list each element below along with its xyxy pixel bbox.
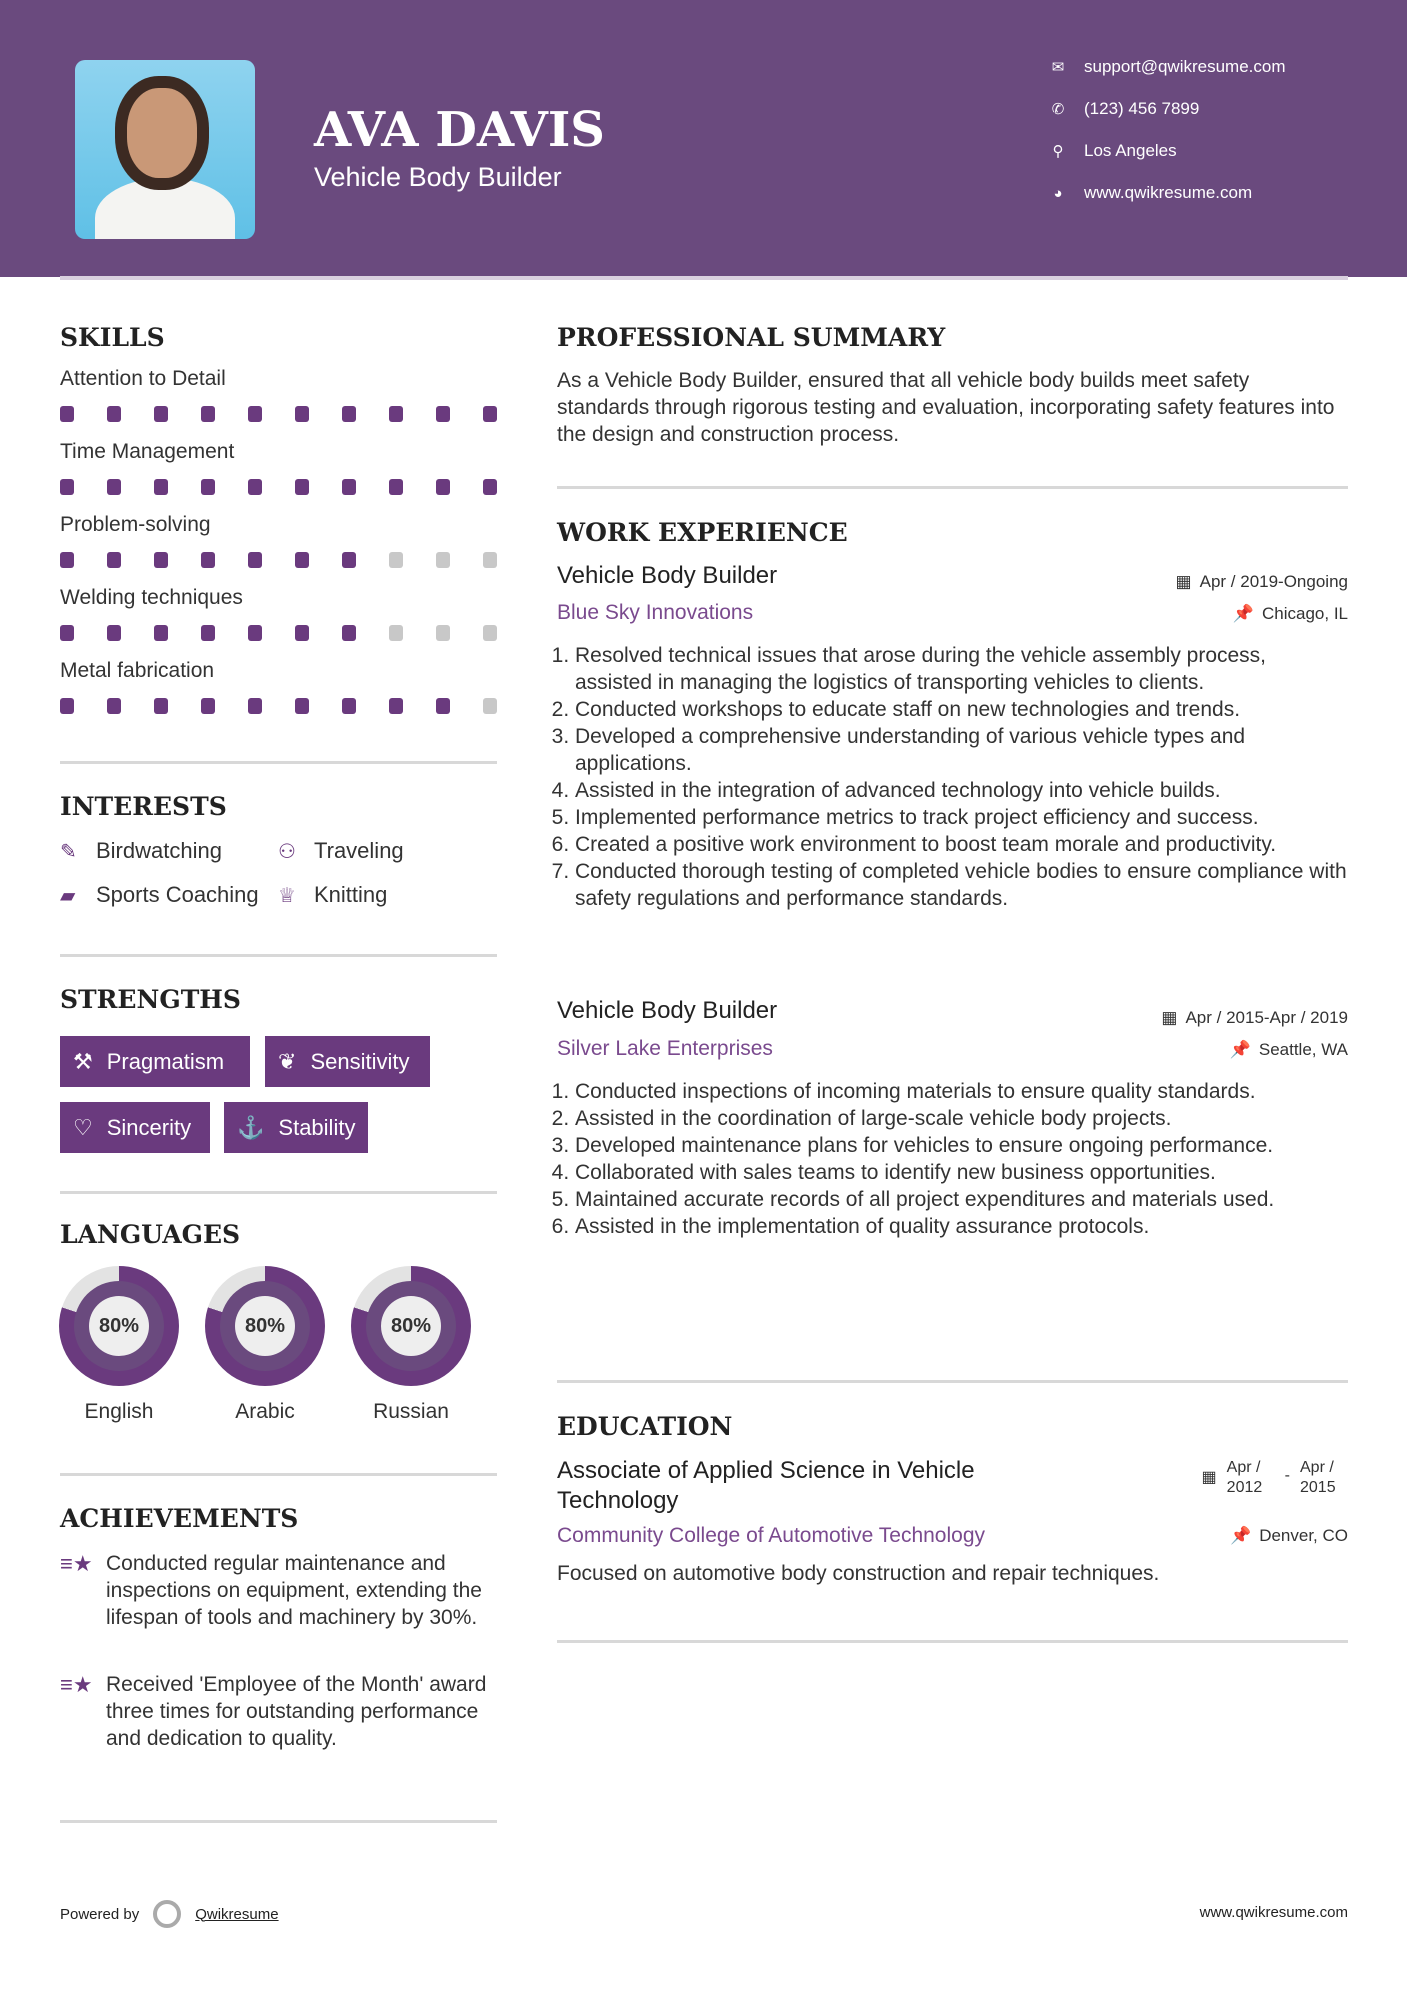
job-bullet: 6. Assisted in the implementation of quality assurance protocols. [575, 1213, 1347, 1240]
candidate-title: Vehicle Body Builder [314, 162, 562, 192]
calendar-icon: ▦ [1161, 1008, 1178, 1027]
school-name: Community College of Automotive Technology [557, 1524, 986, 1547]
rating-dot [436, 552, 450, 568]
strength-label: Sensitivity [310, 1048, 410, 1074]
rating-dot [248, 625, 262, 641]
rating-dot [201, 479, 215, 495]
job-bullet: 3. Developed a comprehensive understanding of various vehicle types and applications. [575, 723, 1347, 777]
rating-dot [342, 625, 356, 641]
job-bullet: 3. Developed maintenance plans for vehicles to ensure ongoing performance. [575, 1132, 1347, 1159]
rating-dot [295, 625, 309, 641]
strength-badge [60, 1102, 210, 1153]
rating-dot [389, 406, 403, 422]
achievement-text: Received 'Employee of the Month' award three times for outstanding performance and dedication to quality. [106, 1673, 487, 1750]
divider [60, 1473, 497, 1476]
interest-label: Birdwatching [96, 838, 222, 863]
rating-dot [60, 625, 74, 641]
rating-dot [295, 406, 309, 422]
rating-dot [342, 698, 356, 714]
calendar-icon: ▦ [1201, 1469, 1217, 1486]
rating-dot [389, 625, 403, 641]
rating-dot [248, 479, 262, 495]
email-text: support@qwikresume.com [1084, 57, 1286, 76]
strength-badge [265, 1036, 430, 1087]
envelope-icon: ✉ [1051, 59, 1065, 76]
location-text: Chicago, IL [1262, 604, 1348, 623]
company-name: Blue Sky Innovations [557, 601, 754, 624]
rating-dot [342, 552, 356, 568]
strengths-heading: STRENGTHS [60, 985, 241, 1014]
binoculars-icon: ⚇ [278, 840, 296, 863]
rating-dot [483, 479, 497, 495]
interest-item [60, 882, 259, 908]
job-bullet: 2. Assisted in the coordination of large-scale vehicle body projects. [575, 1105, 1347, 1132]
summary-text: As a Vehicle Body Builder, ensured that all vehicle body builds meet safety standards through rigorous testing and evaluation, incorporating safety features into the design and construction process. [557, 369, 1335, 446]
job-location [1230, 1040, 1348, 1060]
achievement-text: Conducted regular maintenance and inspections on equipment, extending the lifespan of tools and machinery by 30%. [106, 1552, 482, 1629]
map-pin-icon: ⚲ [1052, 143, 1064, 160]
rating-dot [248, 698, 262, 714]
language-percent: 80% [381, 1296, 441, 1356]
job-bullet: 6. Created a positive work environment to boost team morale and productivity. [575, 831, 1347, 858]
rating-dot [389, 479, 403, 495]
divider [557, 486, 1348, 489]
job-bullet: 1. Resolved technical issues that arose during the vehicle assembly process, assisted in managing the logistics of transporting vehicles to clients. [575, 642, 1347, 696]
language-percent: 80% [89, 1296, 149, 1356]
skill-rating [60, 406, 497, 422]
rating-dot [60, 552, 74, 568]
job-date [1161, 1008, 1348, 1028]
job-location [1233, 604, 1348, 624]
skill-label: Problem-solving [60, 513, 211, 536]
education-location [1230, 1526, 1348, 1546]
interest-item [60, 838, 222, 864]
phone-icon: ✆ [1051, 101, 1065, 118]
calendar-icon: ▦ [1175, 572, 1192, 591]
date-text: Apr / 2019-Ongoing [1199, 572, 1348, 591]
rating-dot [60, 406, 74, 422]
job-bullet: 2. Conducted workshops to educate staff on new technologies and trends. [575, 696, 1347, 723]
interest-label: Traveling [314, 838, 404, 863]
star-icon: ≡★ [60, 1551, 93, 1576]
powered-by-label: Powered by [60, 1905, 140, 1923]
location-text: Denver, CO [1259, 1526, 1348, 1545]
language-label: English [84, 1400, 154, 1423]
interest-label: Knitting [314, 882, 388, 907]
skill-rating [60, 698, 497, 714]
contact-email[interactable] [1050, 57, 1286, 77]
language-item [205, 1266, 325, 1424]
end-date: Apr / 2015 [1300, 1459, 1336, 1496]
rating-dot [483, 625, 497, 641]
job-bullet: 1. Conducted inspections of incoming materials to ensure quality standards. [575, 1078, 1347, 1105]
language-donut [59, 1266, 179, 1386]
rating-dot [201, 552, 215, 568]
rating-dot [107, 552, 121, 568]
rating-dot [201, 698, 215, 714]
language-item [351, 1266, 471, 1424]
rating-dot [107, 406, 121, 422]
summary-heading: PROFESSIONAL SUMMARY [557, 323, 946, 352]
briefcase-icon: ▰ [60, 884, 76, 907]
skills-heading: SKILLS [60, 323, 165, 352]
strength-label: Stability [278, 1114, 356, 1140]
rating-dot [295, 479, 309, 495]
footer-website[interactable]: www.qwikresume.com [1199, 1904, 1348, 1921]
strength-badge [224, 1102, 368, 1153]
globe-icon: ◕ [1053, 184, 1063, 202]
company-name: Silver Lake Enterprises [557, 1037, 773, 1060]
skill-label: Time Management [60, 440, 235, 463]
star-icon: ≡★ [60, 1672, 93, 1697]
skill-rating [60, 552, 497, 568]
heart-icon: ♡ [73, 1114, 93, 1140]
divider [60, 1820, 497, 1823]
divider [60, 954, 497, 957]
education-date: ▦ Apr / 2012 - Apr / 2015 [1202, 1458, 1348, 1498]
language-donut [205, 1266, 325, 1386]
achievements-heading: ACHIEVEMENTS [60, 1504, 299, 1533]
start-date: Apr / 2012 [1226, 1459, 1263, 1496]
rating-dot [248, 406, 262, 422]
contact-phone [1050, 99, 1199, 119]
skill-rating [60, 625, 497, 641]
rating-dot [295, 552, 309, 568]
rating-dot [201, 406, 215, 422]
profile-photo [75, 60, 255, 239]
job-bullet: 4. Collaborated with sales teams to identify new business opportunities. [575, 1159, 1347, 1186]
rating-dot [436, 625, 450, 641]
rating-dot [107, 625, 121, 641]
rating-dot [154, 625, 168, 641]
language-donut [351, 1266, 471, 1386]
languages-heading: LANGUAGES [60, 1220, 241, 1249]
divider [60, 1191, 497, 1194]
phone-text: (123) 456 7899 [1084, 99, 1200, 118]
pin-icon: 📌 [1232, 604, 1254, 623]
brand-link[interactable]: Qwikresume [195, 1905, 279, 1923]
rating-dot [436, 406, 450, 422]
rating-dot [389, 698, 403, 714]
rating-dot [483, 698, 497, 714]
skill-rating [60, 479, 497, 495]
trophy-icon: ♕ [278, 884, 296, 907]
gavel-icon: ⚒ [73, 1048, 93, 1074]
rating-dot [436, 479, 450, 495]
rating-dot [201, 625, 215, 641]
job-bullet: 5. Maintained accurate records of all project expenditures and materials used. [575, 1186, 1347, 1213]
rating-dot [107, 698, 121, 714]
skill-label: Metal fabrication [60, 659, 215, 682]
rating-dot [154, 406, 168, 422]
leaf-icon: ❦ [278, 1048, 297, 1074]
achievement-item [60, 1671, 500, 1752]
date-text: Apr / 2015-Apr / 2019 [1185, 1008, 1348, 1027]
edit-icon: ✎ [60, 840, 77, 863]
experience-heading: WORK EXPERIENCE [557, 518, 848, 547]
location-text: Seattle, WA [1258, 1040, 1348, 1059]
contact-website[interactable] [1050, 183, 1252, 203]
divider [60, 761, 497, 764]
rating-dot [154, 698, 168, 714]
job-date [1176, 572, 1348, 592]
anchor-icon: ⚓ [237, 1114, 265, 1140]
website-text: www.qwikresume.com [1084, 183, 1253, 202]
language-label: Arabic [235, 1400, 295, 1423]
skill-label: Welding techniques [60, 586, 243, 609]
rating-dot [483, 552, 497, 568]
language-percent: 80% [235, 1296, 295, 1356]
strength-badge [60, 1036, 250, 1087]
job-title: Vehicle Body Builder [557, 562, 778, 589]
language-label: Russian [373, 1400, 449, 1423]
rating-dot [389, 552, 403, 568]
interest-item [278, 838, 404, 864]
strength-label: Pragmatism [106, 1048, 225, 1074]
pin-icon: 📌 [1229, 1040, 1251, 1059]
candidate-name: AVA DAVIS [314, 102, 605, 158]
rating-dot [60, 479, 74, 495]
rating-dot [154, 479, 168, 495]
interests-heading: INTERESTS [60, 792, 227, 821]
rating-dot [483, 406, 497, 422]
rating-dot [154, 552, 168, 568]
divider [557, 1640, 1348, 1643]
location-text: Los Angeles [1084, 141, 1177, 160]
footer-powered-by [60, 1900, 279, 1928]
job-bullet: 4. Assisted in the integration of advanced technology into vehicle builds. [575, 777, 1347, 804]
job-bullet: 7. Conducted thorough testing of completed vehicle bodies to ensure compliance with safety regulations and performance standards. [575, 858, 1347, 912]
education-description: Focused on automotive body construction and repair techniques. [557, 1562, 1160, 1585]
interest-label: Sports Coaching [96, 882, 259, 907]
interest-item [278, 882, 387, 908]
rating-dot [107, 479, 121, 495]
job-bullet: 5. Implemented performance metrics to track project efficiency and success. [575, 804, 1347, 831]
header-divider [60, 276, 1348, 280]
language-item [59, 1266, 179, 1424]
rating-dot [295, 698, 309, 714]
job-bullets [557, 642, 1347, 912]
qwikresume-logo-icon [153, 1900, 181, 1928]
rating-dot [60, 698, 74, 714]
rating-dot [342, 406, 356, 422]
contact-location [1050, 141, 1177, 161]
achievement-item [60, 1550, 500, 1631]
job-bullets [557, 1078, 1347, 1240]
job-title: Vehicle Body Builder [557, 997, 778, 1024]
rating-dot [248, 552, 262, 568]
pin-icon: 📌 [1230, 1526, 1252, 1545]
education-heading: EDUCATION [557, 1412, 733, 1441]
strength-label: Sincerity [106, 1114, 192, 1140]
divider [557, 1380, 1348, 1383]
degree-title: Associate of Applied Science in Vehicle Technology [557, 1457, 975, 1514]
rating-dot [342, 479, 356, 495]
rating-dot [436, 698, 450, 714]
skill-label: Attention to Detail [60, 367, 226, 390]
